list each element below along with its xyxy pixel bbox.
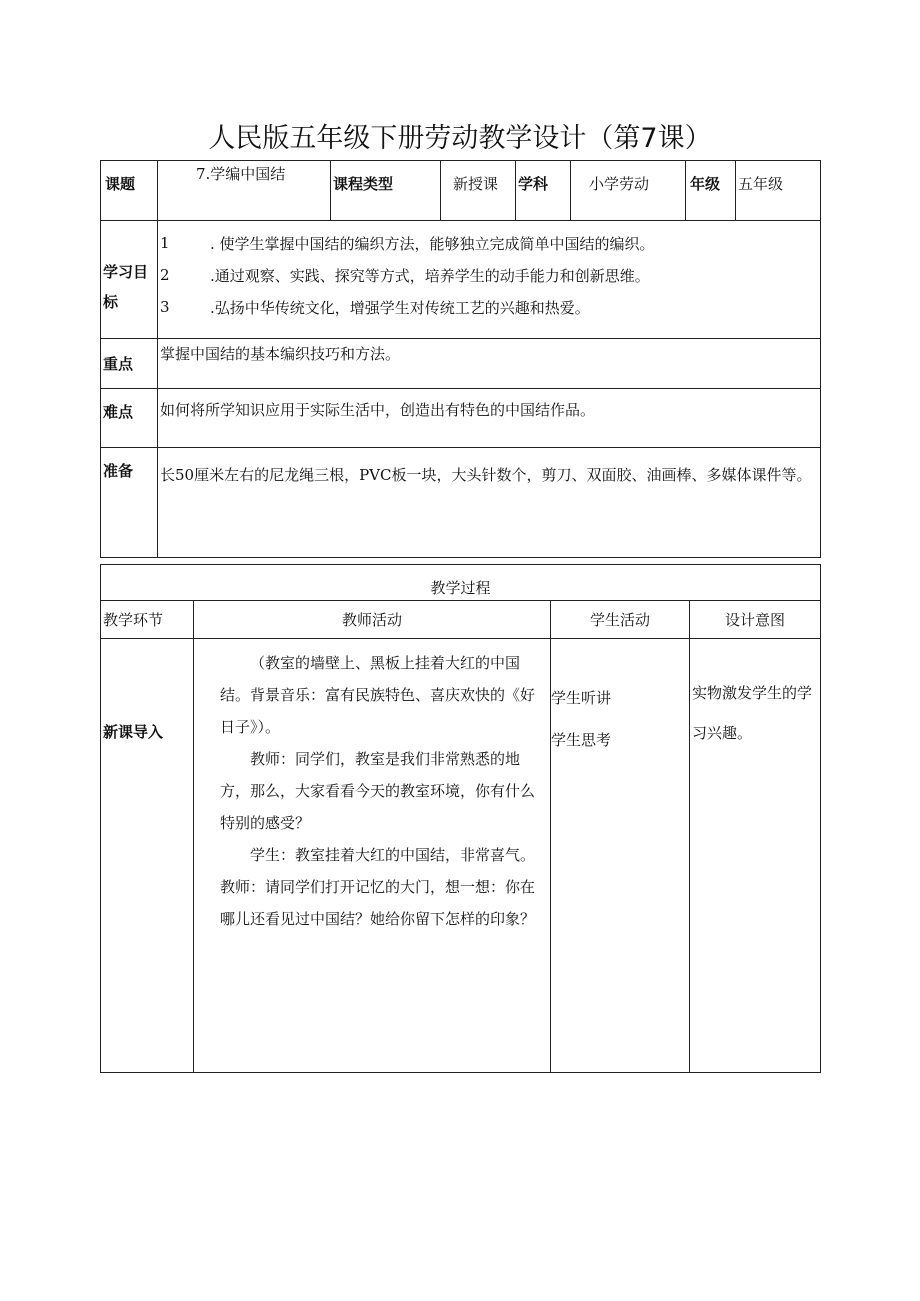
goal-text: .通过观察、实践、探究等方式，培养学生的动手能力和创新思维。: [210, 266, 650, 285]
process-header: 教学过程: [101, 565, 821, 601]
col-header-teacher: 教师活动: [194, 601, 551, 639]
goal-number: 1: [160, 234, 170, 252]
goals-list: [158, 221, 821, 339]
subject-value: 小学劳动: [571, 161, 686, 221]
student-activity-cell: [551, 639, 690, 1073]
grade-label: 年级: [686, 161, 736, 221]
goal-number: 2: [160, 266, 170, 284]
difficulty-value: 如何将所学知识应用于实际生活中，创造出有特色的中国结作品。: [158, 389, 821, 448]
course-type-value: 新授课: [441, 161, 516, 221]
teacher-paragraph: 教师：同学们，教室是我们非常熟悉的地方，那么，大家看看今天的教室环境，你有什么特别的感受？: [220, 750, 536, 832]
goal-item: [160, 227, 820, 259]
course-type-label: 课程类型: [331, 161, 441, 221]
col-header-student: 学生活动: [551, 601, 690, 639]
col-header-intent: 设计意图: [690, 601, 821, 639]
subject-label: 学科: [516, 161, 571, 221]
page-title: 人民版五年级下册劳动教学设计（第7课）: [208, 123, 712, 154]
teaching-process-table: [100, 564, 821, 1073]
lesson-info-table: [100, 160, 821, 558]
key-point-value: 掌握中国结的基本编织技巧和方法。: [158, 339, 821, 389]
grade-value: 五年级: [736, 161, 821, 221]
preparation-label: 准备: [101, 448, 158, 558]
goal-item: [160, 259, 820, 291]
student-activity-line: 学生思考: [551, 731, 612, 749]
key-point-label: 重点: [101, 339, 158, 389]
teacher-activity-cell: [194, 639, 551, 1073]
preparation-value: 长50厘米左右的尼龙绳三根，PVC板一块，大头针数个，剪刀、双面胶、油画棒、多媒体课件等。: [158, 448, 821, 558]
topic-value: 7.学编中国结: [158, 161, 331, 221]
goal-item: [160, 291, 820, 323]
difficulty-label: 难点: [101, 389, 158, 448]
goal-number: 3: [160, 298, 170, 316]
teacher-paragraph: 教师：请同学们打开记忆的大门，想一想：你在哪儿还看见过中国结？她给你留下怎样的印象？: [220, 878, 536, 928]
goals-label: 学习目标: [101, 221, 158, 339]
design-intent-cell: 实物激发学生的学习兴趣。: [690, 639, 821, 1073]
student-activity-line: 学生听讲: [551, 689, 612, 707]
teacher-paragraph: 学生：教室挂着大红的中国结，非常喜气。: [250, 846, 536, 864]
col-header-stage: 教学环节: [101, 601, 194, 639]
stage-cell: 新课导入: [101, 639, 194, 1073]
teacher-paragraph: （教室的墙壁上、黑板上挂着大红的中国结。背景音乐：富有民族特色、喜庆欢快的《好日子》）。: [220, 654, 536, 736]
goal-text: . 使学生掌握中国结的编织方法，能够独立完成简单中国结的编织。: [210, 234, 655, 253]
topic-label: 课题: [101, 161, 158, 221]
goal-text: .弘扬中华传统文化，增强学生对传统工艺的兴趣和热爱。: [210, 298, 590, 317]
